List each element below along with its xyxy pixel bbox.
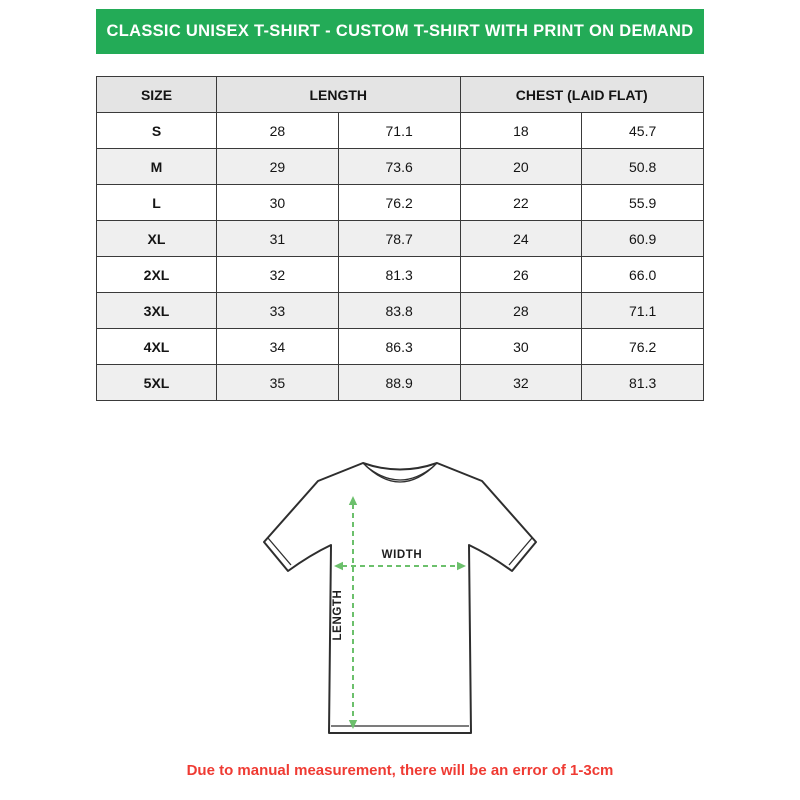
length-in-cell: 32 — [217, 257, 339, 293]
table-row — [97, 113, 704, 149]
table-header-row — [97, 77, 704, 113]
length-cm-cell: 73.6 — [338, 149, 460, 185]
length-in-cell: 34 — [217, 329, 339, 365]
chest-cm-cell: 60.9 — [582, 221, 704, 257]
header-size: SIZE — [97, 77, 217, 113]
table-row — [97, 329, 704, 365]
table-row — [97, 221, 704, 257]
length-cm-cell: 81.3 — [338, 257, 460, 293]
length-in-cell: 28 — [217, 113, 339, 149]
chest-in-cell: 18 — [460, 113, 582, 149]
length-in-cell: 29 — [217, 149, 339, 185]
width-label: WIDTH — [381, 549, 423, 561]
table-row — [97, 257, 704, 293]
length-cm-cell: 83.8 — [338, 293, 460, 329]
chest-in-cell: 22 — [460, 185, 582, 221]
length-in-cell: 35 — [217, 365, 339, 401]
chest-in-cell: 30 — [460, 329, 582, 365]
tshirt-measurement-diagram — [250, 439, 550, 751]
table-row — [97, 185, 704, 221]
size-cell: S — [97, 113, 217, 149]
length-cm-cell: 71.1 — [338, 113, 460, 149]
length-in-cell: 30 — [217, 185, 339, 221]
chest-cm-cell: 76.2 — [582, 329, 704, 365]
chest-cm-cell: 50.8 — [582, 149, 704, 185]
tshirt-diagram-svg — [250, 439, 550, 751]
header-chest: CHEST (LAID FLAT) — [460, 77, 704, 113]
table-row — [97, 365, 704, 401]
chest-in-cell: 32 — [460, 365, 582, 401]
size-cell: 5XL — [97, 365, 217, 401]
size-cell: 2XL — [97, 257, 217, 293]
size-cell: XL — [97, 221, 217, 257]
title-banner — [96, 9, 704, 54]
table-row — [97, 293, 704, 329]
length-cm-cell: 88.9 — [338, 365, 460, 401]
header-length: LENGTH — [217, 77, 461, 113]
size-chart-table — [96, 76, 704, 401]
size-cell: M — [97, 149, 217, 185]
table-head — [97, 77, 704, 113]
chest-cm-cell: 81.3 — [582, 365, 704, 401]
table-body — [97, 113, 704, 401]
length-in-cell: 33 — [217, 293, 339, 329]
size-cell: L — [97, 185, 217, 221]
size-cell: 4XL — [97, 329, 217, 365]
measurement-note: Due to manual measurement, there will be an error of 1-3cm — [186, 762, 614, 779]
length-cm-cell: 78.7 — [338, 221, 460, 257]
chest-in-cell: 20 — [460, 149, 582, 185]
length-cm-cell: 76.2 — [338, 185, 460, 221]
chest-cm-cell: 55.9 — [582, 185, 704, 221]
table-row — [97, 149, 704, 185]
size-cell: 3XL — [97, 293, 217, 329]
chest-in-cell: 24 — [460, 221, 582, 257]
length-label: LENGTH — [332, 589, 344, 641]
page-title: CLASSIC UNISEX T-SHIRT - CUSTOM T-SHIRT WITH PRINT ON DEMAND — [106, 22, 694, 40]
length-cm-cell: 86.3 — [338, 329, 460, 365]
length-in-cell: 31 — [217, 221, 339, 257]
chest-cm-cell: 66.0 — [582, 257, 704, 293]
tshirt-outline — [264, 463, 536, 733]
chest-in-cell: 26 — [460, 257, 582, 293]
chest-cm-cell: 45.7 — [582, 113, 704, 149]
chest-in-cell: 28 — [460, 293, 582, 329]
chest-cm-cell: 71.1 — [582, 293, 704, 329]
